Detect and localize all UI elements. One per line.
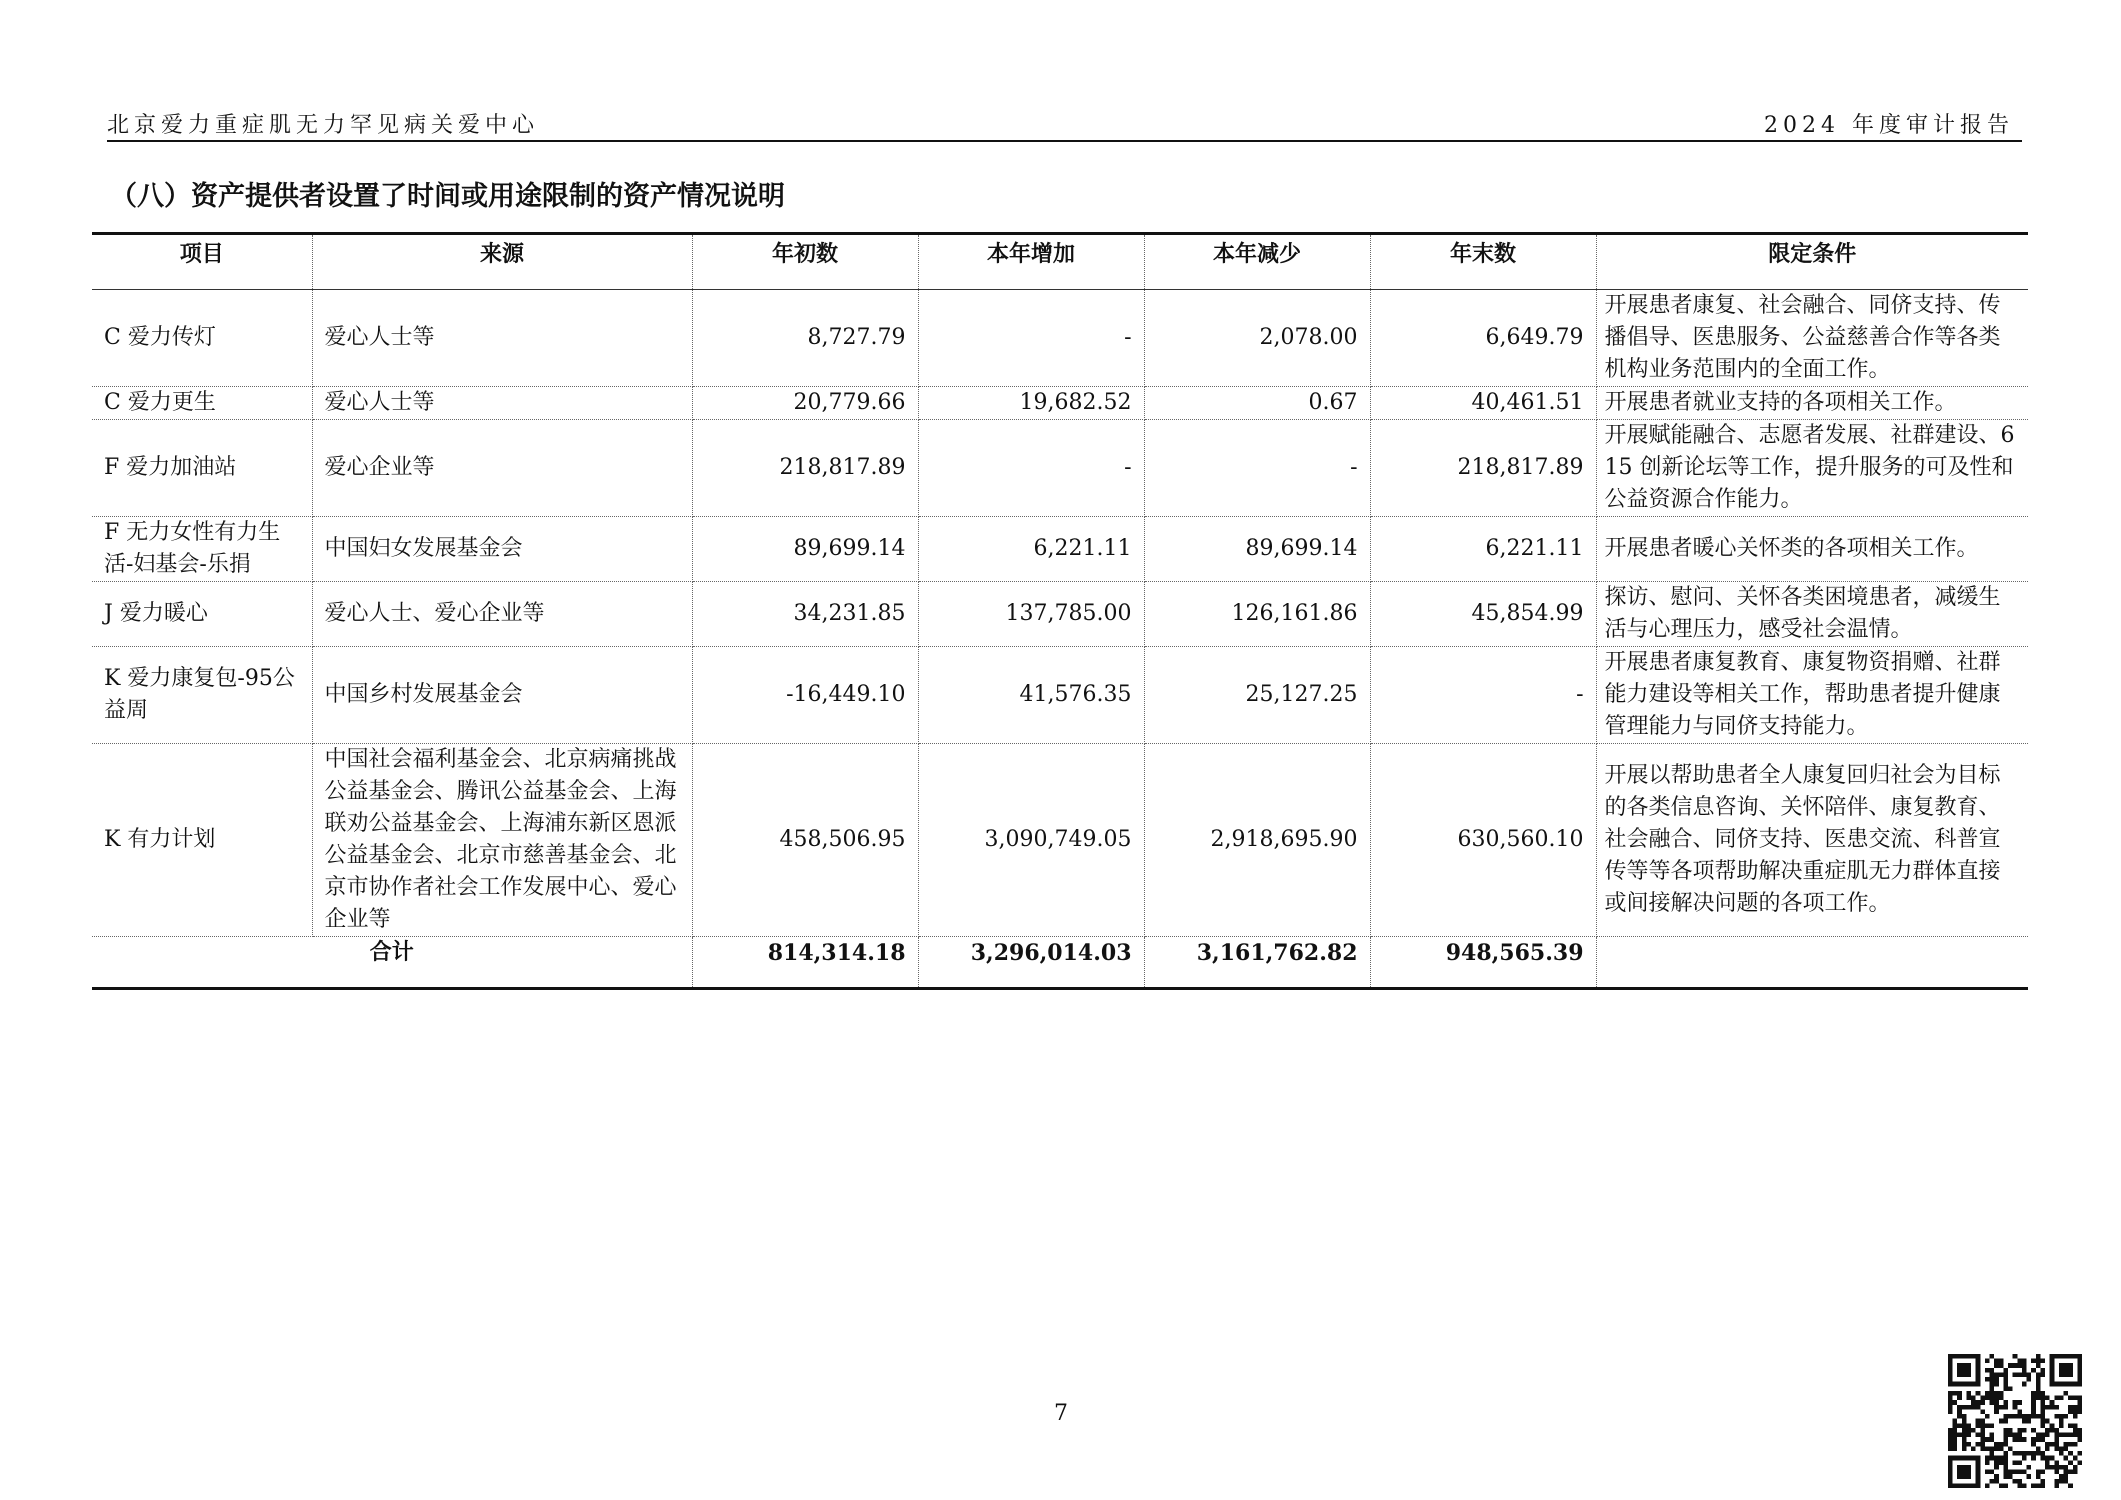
cell-source: 爱心企业等 [312, 420, 692, 517]
cell-condition: 开展以帮助患者全人康复回归社会为目标的各类信息咨询、关怀陪伴、康复教育、社会融合、同侪支持、医患交流、科普宣传等等各项帮助解决重症肌无力群体直接或间接解决问题的各项工作。 [1596, 744, 2028, 937]
cell-begin: 34,231.85 [692, 582, 918, 647]
cell-item: C 爱力更生 [92, 387, 312, 420]
cell-decrease: 0.67 [1144, 387, 1370, 420]
total-increase: 3,296,014.03 [918, 937, 1144, 989]
cell-condition: 开展赋能融合、志愿者发展、社群建设、615 创新论坛等工作，提升服务的可及性和公益资源合作能力。 [1596, 420, 2028, 517]
total-begin: 814,314.18 [692, 937, 918, 989]
cell-end: 6,221.11 [1370, 517, 1596, 582]
cell-item: J 爱力暖心 [92, 582, 312, 647]
cell-begin: 8,727.79 [692, 290, 918, 387]
cell-begin: 218,817.89 [692, 420, 918, 517]
cell-end: - [1370, 647, 1596, 744]
table-row [92, 517, 2028, 582]
total-decrease: 3,161,762.82 [1144, 937, 1370, 989]
cell-increase: 137,785.00 [918, 582, 1144, 647]
cell-source: 爱心人士、爱心企业等 [312, 582, 692, 647]
header-report-title: 2024 年度审计报告 [1764, 113, 2014, 138]
total-end: 948,565.39 [1370, 937, 1596, 989]
cell-item: K 有力计划 [92, 744, 312, 937]
restricted-assets-table [92, 232, 2028, 990]
cell-increase: 41,576.35 [918, 647, 1144, 744]
cell-condition: 探访、慰问、关怀各类困境患者，减缓生活与心理压力，感受社会温情。 [1596, 582, 2028, 647]
cell-increase: - [918, 420, 1144, 517]
cell-increase: 6,221.11 [918, 517, 1144, 582]
column-header-begin: 年初数 [692, 234, 918, 290]
cell-decrease: 89,699.14 [1144, 517, 1370, 582]
cell-condition: 开展患者康复、社会融合、同侪支持、传播倡导、医患服务、公益慈善合作等各类机构业务范围内的全面工作。 [1596, 290, 2028, 387]
cell-decrease: 126,161.86 [1144, 582, 1370, 647]
cell-item: K 爱力康复包-95公益周 [92, 647, 312, 744]
page-number: 7 [1054, 1401, 1068, 1426]
cell-item: C 爱力传灯 [92, 290, 312, 387]
cell-begin: 458,506.95 [692, 744, 918, 937]
cell-decrease: - [1144, 420, 1370, 517]
cell-decrease: 25,127.25 [1144, 647, 1370, 744]
cell-increase: 3,090,749.05 [918, 744, 1144, 937]
cell-begin: 20,779.66 [692, 387, 918, 420]
cell-decrease: 2,918,695.90 [1144, 744, 1370, 937]
cell-decrease: 2,078.00 [1144, 290, 1370, 387]
cell-begin: -16,449.10 [692, 647, 918, 744]
cell-source: 爱心人士等 [312, 290, 692, 387]
column-header-item: 项目 [92, 234, 312, 290]
cell-source: 爱心人士等 [312, 387, 692, 420]
cell-condition: 开展患者暖心关怀类的各项相关工作。 [1596, 517, 2028, 582]
cell-item: F 爱力加油站 [92, 420, 312, 517]
column-header-end: 年末数 [1370, 234, 1596, 290]
table-row [92, 387, 2028, 420]
cell-end: 40,461.51 [1370, 387, 1596, 420]
header-divider [107, 140, 2022, 142]
cell-source: 中国妇女发展基金会 [312, 517, 692, 582]
column-header-source: 来源 [312, 234, 692, 290]
cell-increase: 19,682.52 [918, 387, 1144, 420]
column-header-condition: 限定条件 [1596, 234, 2028, 290]
cell-source: 中国乡村发展基金会 [312, 647, 692, 744]
table-row [92, 420, 2028, 517]
cell-item: F 无力女性有力生活-妇基会-乐捐 [92, 517, 312, 582]
table-row [92, 582, 2028, 647]
cell-end: 630,560.10 [1370, 744, 1596, 937]
column-header-decrease: 本年减少 [1144, 234, 1370, 290]
table-row [92, 290, 2028, 387]
cell-condition: 开展患者就业支持的各项相关工作。 [1596, 387, 2028, 420]
cell-source: 中国社会福利基金会、北京病痛挑战公益基金会、腾讯公益基金会、上海联劝公益基金会、上海浦东新区恩派公益基金会、北京市慈善基金会、北京市协作者社会工作发展中心、爱心企业等 [312, 744, 692, 937]
cell-increase: - [918, 290, 1144, 387]
total-label: 合计 [92, 937, 692, 989]
total-condition [1596, 937, 2028, 989]
column-header-increase: 本年增加 [918, 234, 1144, 290]
table-row [92, 647, 2028, 744]
header-organization: 北京爱力重症肌无力罕见病关爱中心 [107, 113, 540, 138]
table-header-row [92, 234, 2028, 290]
table-total-row [92, 937, 2028, 989]
table-row [92, 744, 2028, 937]
cell-end: 45,854.99 [1370, 582, 1596, 647]
section-title: （八）资产提供者设置了时间或用途限制的资产情况说明 [110, 181, 785, 212]
cell-condition: 开展患者康复教育、康复物资捐赠、社群能力建设等相关工作，帮助患者提升健康管理能力与同侪支持能力。 [1596, 647, 2028, 744]
cell-end: 218,817.89 [1370, 420, 1596, 517]
cell-end: 6,649.79 [1370, 290, 1596, 387]
qr-code-icon [1948, 1354, 2082, 1488]
cell-begin: 89,699.14 [692, 517, 918, 582]
